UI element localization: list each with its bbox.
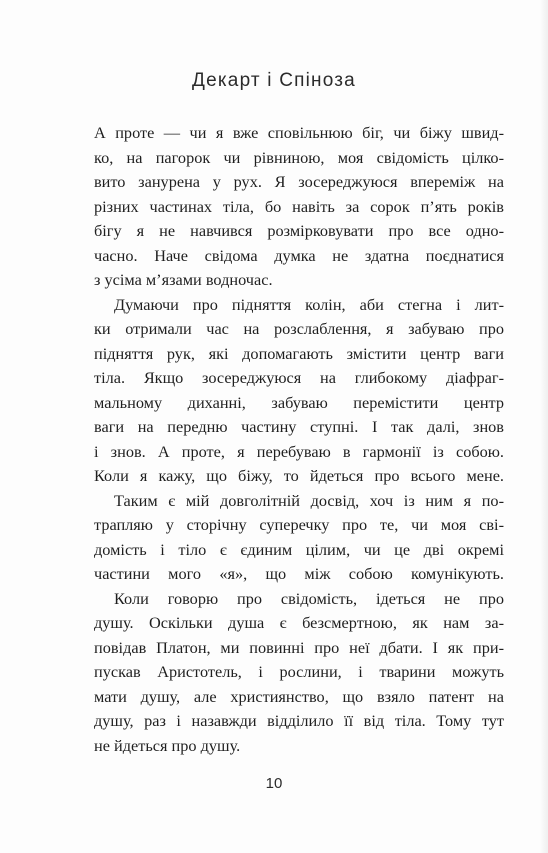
text-line: ваги на передню частину ступні. І так далі, знов: [94, 417, 504, 436]
text-line: і знов. А проте, я перебуваю в гармонії із собою.: [94, 441, 504, 461]
text-line: душу. Оскільки душа є безсмертною, як нам за-: [94, 613, 504, 632]
text-line: пускав Аристотель, і рослини, і тварини можуть: [94, 662, 504, 681]
paragraph-3: [94, 489, 504, 587]
body-text: [94, 121, 504, 758]
text-line: тіла. Якщо зосереджуюся на глибокому діафраг-: [94, 368, 504, 387]
text-line: мати душу, але християнство, що взяло патент на: [94, 686, 504, 706]
text-line: Думаючи про підняття колін, аби стегна і лит-: [114, 294, 504, 314]
text-line: з усіма м’язами водночас.: [94, 270, 273, 289]
text-line: різних частинах тіла, бо навіть за сорок п’ять років: [94, 196, 504, 216]
text-line: часно. Наче свідома думка не здатна поєднатися: [94, 245, 504, 265]
paragraph-2: [94, 293, 504, 489]
text-line: А проте — чи я вже сповільнюю біг, чи біжу швид-: [94, 123, 504, 142]
text-line: вито занурена у рух. Я зосереджуюся впереміж на: [94, 172, 504, 191]
paragraph-1: [94, 121, 504, 293]
text-line: ко, на пагорок чи рівниною, моя свідомість цілко-: [94, 147, 504, 167]
text-line: мальному диханні, забуваю перемістити центр: [94, 392, 504, 412]
page-number: 10: [265, 775, 283, 792]
text-line: бігу я не навчився розмірковувати про все одно-: [94, 221, 504, 240]
running-head: Декарт і Спіноза: [192, 70, 356, 91]
paragraph-4: [94, 587, 504, 759]
text-line: повідав Платон, ми повинні про неї дбати. І як при-: [94, 637, 504, 657]
text-line: підняття рук, які допомагають змістити центр ваги: [94, 343, 504, 363]
text-line: Коли говорю про свідомість, ідеться не про: [114, 588, 504, 608]
text-line: не йдеться про душу.: [94, 735, 241, 755]
text-line: частини мого «я», що між собою комунікують.: [94, 564, 504, 583]
text-line: душу, раз і назавжди відділило її від тіла. Тому тут: [94, 711, 504, 730]
text-line: домість і тіло є єдиним цілим, чи це дві окремі: [94, 539, 504, 559]
text-line: Таким є мій довголітній досвід, хоч із ним я по-: [114, 490, 504, 510]
text-line: ки отримали час на розслаблення, я забуваю про: [94, 319, 504, 338]
text-line: трапляю у сторічну суперечку про те, чи моя сві-: [94, 515, 504, 534]
text-line: Коли я кажу, що біжу, то йдеться про всього мене.: [94, 466, 504, 485]
